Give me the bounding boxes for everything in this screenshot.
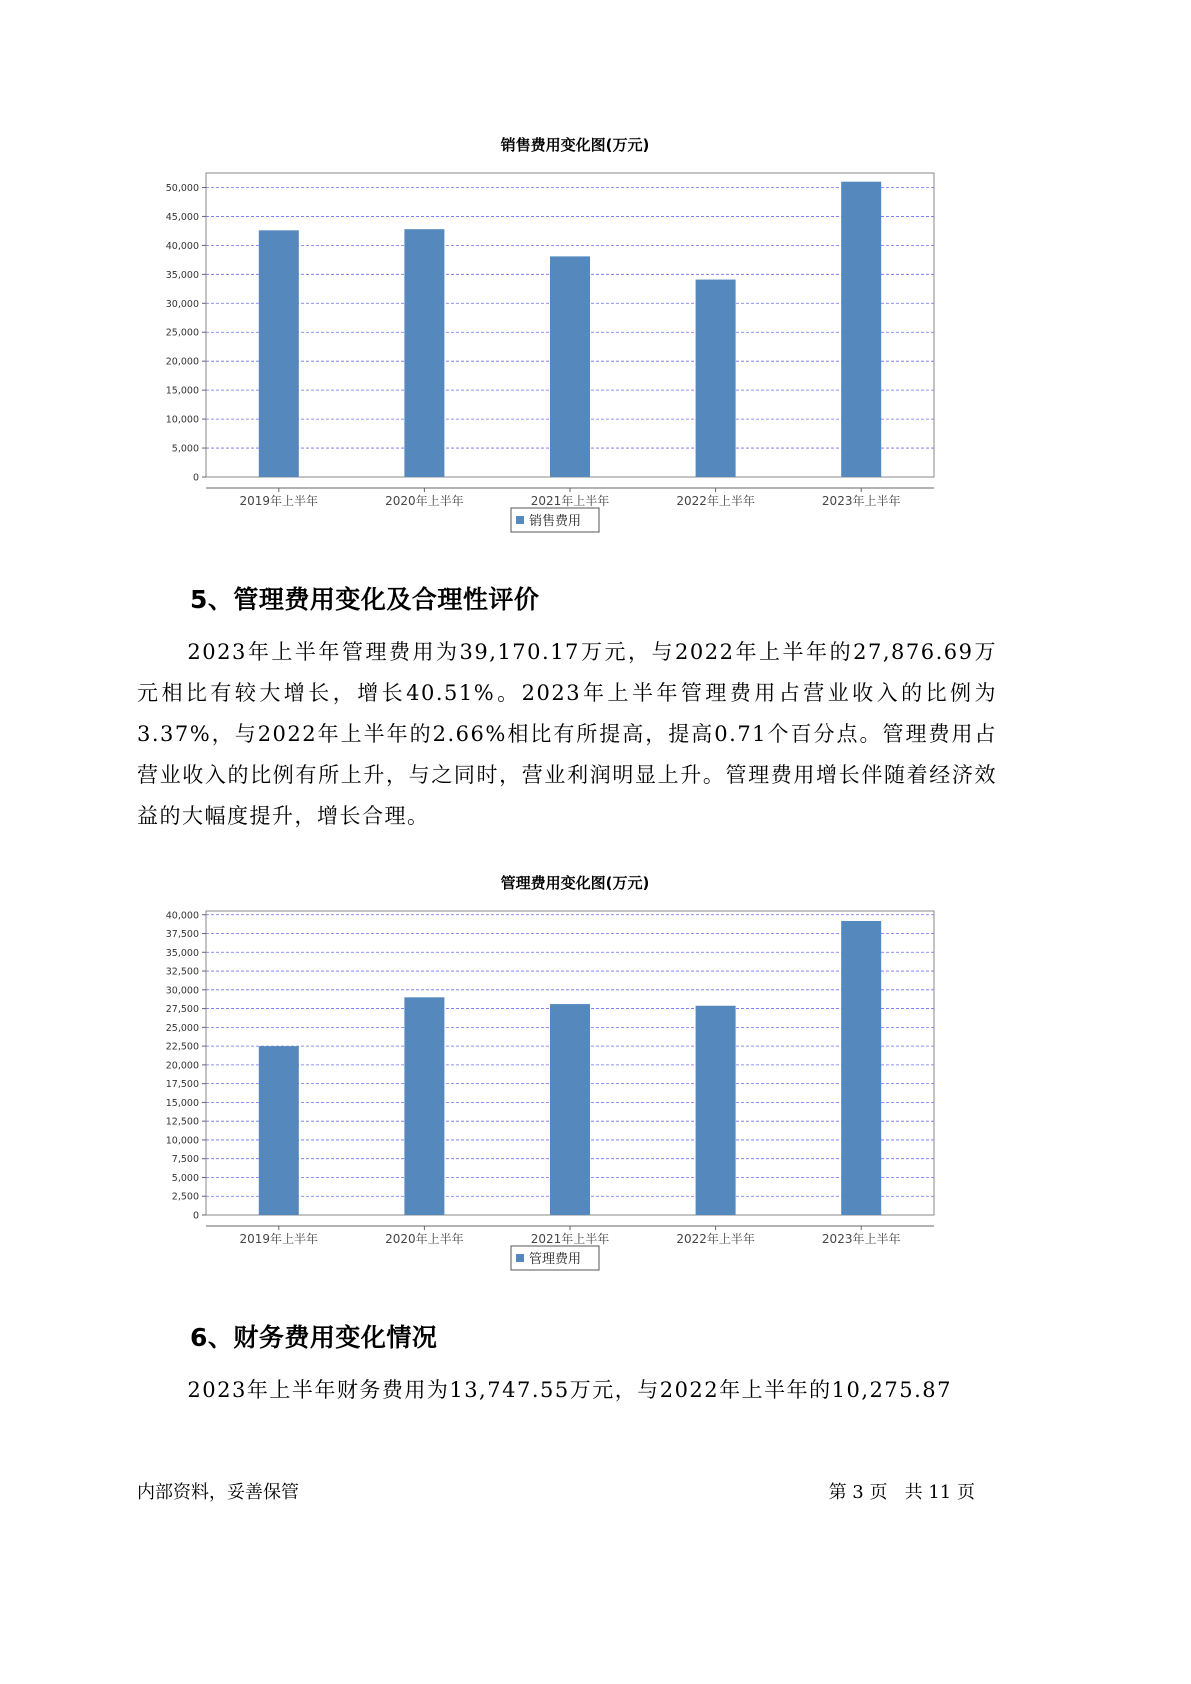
y-tick-label: 25,000 <box>165 327 199 339</box>
y-tick-label: 0 <box>192 472 199 484</box>
x-tick-label: 2020年上半年 <box>385 1232 464 1246</box>
section5-paragraph-text: 2023年上半年管理费用为39,170.17万元，与2022年上半年的27,876.69万元相比有较大增长，增长40.51%。2023年上半年管理费用占营业收入的比例为3.37%，与2022年上半年的2.66%相比有所提高，提高0.71个百分点。管理费用占营业收入的比例有所上升，与之同时，营业利润明显上升。管理费用增长伴随着经济效益的大幅度提升，增长合理。 <box>137 640 997 828</box>
y-tick-label: 15,000 <box>165 385 199 397</box>
sales-expense-chart-svg <box>150 128 950 548</box>
bar-admin-5 <box>841 921 881 1215</box>
x-tick-label: 2019年上半年 <box>239 1232 319 1246</box>
y-tick-label: 45,000 <box>165 211 199 223</box>
legend-label: 管理费用 <box>529 1252 582 1267</box>
legend-swatch <box>516 516 524 524</box>
y-tick-label: 22,500 <box>165 1041 199 1053</box>
chart-title: 管理费用变化图(万元) <box>500 874 650 892</box>
y-tick-label: 32,500 <box>165 966 199 978</box>
y-tick-label: 37,500 <box>165 929 199 941</box>
y-tick-label: 5,000 <box>171 1172 199 1184</box>
bar-admin-3 <box>550 1004 590 1215</box>
legend-swatch <box>516 1254 524 1262</box>
y-tick-label: 10,000 <box>165 414 199 426</box>
y-tick-label: 0 <box>192 1210 199 1222</box>
y-tick-label: 40,000 <box>165 910 199 922</box>
y-tick-label: 50,000 <box>165 182 199 194</box>
y-tick-label: 40,000 <box>165 240 199 252</box>
legend-label: 销售费用 <box>529 514 582 529</box>
y-tick-label: 7,500 <box>171 1154 199 1166</box>
y-tick-label: 35,000 <box>165 947 199 959</box>
bar-admin-1 <box>259 1046 299 1215</box>
footer-page-number: 第 3 页 共 11 页 <box>828 1482 975 1503</box>
footer-confidential: 内部资料，妥善保管 <box>137 1482 299 1503</box>
chart-title: 销售费用变化图(万元) <box>500 136 650 154</box>
y-tick-label: 30,000 <box>165 298 199 310</box>
section6-paragraph-text: 2023年上半年财务费用为13,747.55万元，与2022年上半年的10,275.87 <box>187 1378 953 1402</box>
x-tick-label: 2021年上半年 <box>530 494 610 508</box>
bar-sales-1 <box>259 230 299 477</box>
x-tick-label: 2021年上半年 <box>530 1232 610 1246</box>
y-tick-label: 5,000 <box>171 443 199 455</box>
y-tick-label: 35,000 <box>165 269 199 281</box>
y-tick-label: 12,500 <box>165 1116 199 1128</box>
bar-admin-4 <box>696 1006 736 1215</box>
x-tick-label: 2022年上半年 <box>676 1232 755 1246</box>
x-tick-label: 2022年上半年 <box>676 494 755 508</box>
section5-paragraph <box>137 632 997 837</box>
bar-sales-3 <box>550 256 590 477</box>
section5-heading: 5、管理费用变化及合理性评价 <box>190 585 540 614</box>
x-tick-label: 2023年上半年 <box>821 1232 901 1246</box>
section6-paragraph <box>137 1370 997 1411</box>
admin-expense-chart-svg <box>150 866 950 1286</box>
x-tick-label: 2023年上半年 <box>821 494 901 508</box>
y-tick-label: 15,000 <box>165 1097 199 1109</box>
sales-expense-chart <box>150 128 950 548</box>
bar-sales-2 <box>404 229 444 477</box>
y-tick-label: 20,000 <box>165 356 199 368</box>
bar-sales-5 <box>841 182 881 477</box>
x-tick-label: 2019年上半年 <box>239 494 319 508</box>
y-tick-label: 30,000 <box>165 985 199 997</box>
y-tick-label: 2,500 <box>171 1191 199 1203</box>
admin-expense-chart <box>150 866 950 1286</box>
bar-sales-4 <box>696 280 736 477</box>
y-tick-label: 10,000 <box>165 1135 199 1147</box>
y-tick-label: 25,000 <box>165 1022 199 1034</box>
bar-admin-2 <box>404 997 444 1215</box>
x-tick-label: 2020年上半年 <box>385 494 464 508</box>
y-tick-label: 17,500 <box>165 1079 199 1091</box>
y-tick-label: 20,000 <box>165 1060 199 1072</box>
section6-heading: 6、财务费用变化情况 <box>190 1323 438 1352</box>
y-tick-label: 27,500 <box>165 1004 199 1016</box>
